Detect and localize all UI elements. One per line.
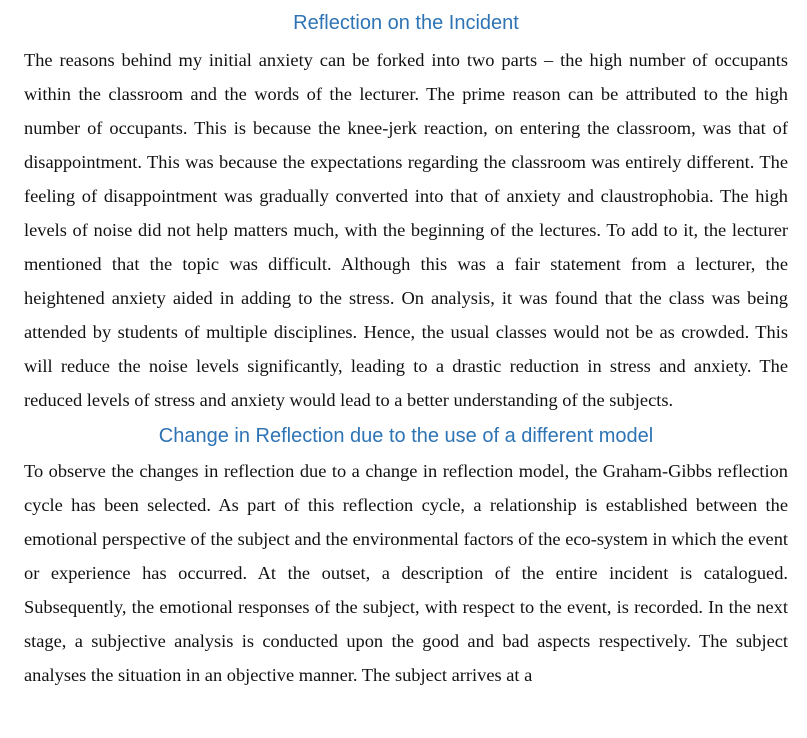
- section-heading-reflection-on-incident: Reflection on the Incident: [293, 12, 519, 34]
- document-page: [24, 0, 788, 692]
- section-paragraph-reflection-on-incident: The reasons behind my initial anxiety can be forked into two parts – the high number of occupants within the classroom and the words of the lecturer. The prime reason can be attributed to the high number of occupants. This is because the knee-jerk reaction, on entering the classroom, was that of disappointment. This was because the expectations regarding the classroom was entirely different. The feeling of disappointment was gradually converted into that of anxiety and claustrophobia. The high levels of noise did not help matters much, with the beginning of the lectures. To add to it, the lecturer mentioned that the topic was difficult. Although this was a fair statement from a lecturer, the heightened anxiety aided in adding to the stress. On analysis, it was found that the class was being attended by students of multiple disciplines. Hence, the usual classes would not be as crowded. This will reduce the noise levels significantly, leading to a drastic reduction in stress and anxiety. The reduced levels of stress and anxiety would lead to a better understanding of the subjects.: [24, 50, 788, 410]
- section-heading-change-in-reflection: Change in Reflection due to the use of a different model: [158, 425, 654, 447]
- section-paragraph-change-in-reflection: To observe the changes in reflection due to a change in reflection model, the Graham-Gibbs reflection cycle has been selected. As part of this reflection cycle, a relationship is established between the emotional perspective of the subject and the environmental factors of the eco-system in which the event or experience has occurred. At the outset, a description of the entire incident is catalogued. Subsequently, the emotional responses of the subject, with respect to the event, is recorded. In the next stage, a subjective analysis is conducted upon the good and bad aspects respectively. The subject analyses the situation in an objective manner. The subject arrives at a: [24, 461, 788, 685]
